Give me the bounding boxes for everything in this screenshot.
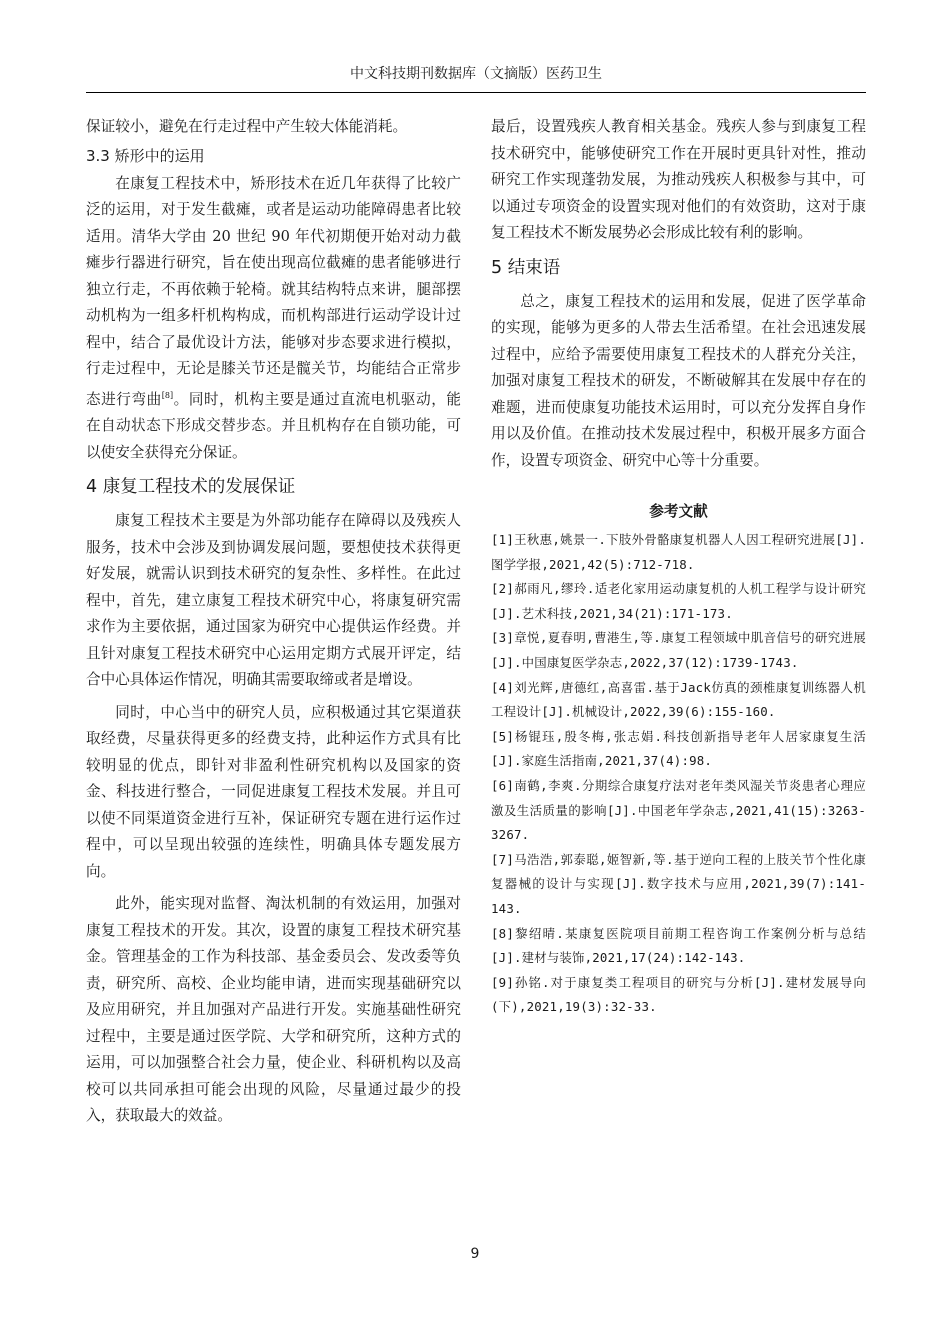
journal-header xyxy=(86,64,866,93)
section-heading-4: 4 康复工程技术的发展保证 xyxy=(86,477,296,497)
paragraph-orthotics-part2: 。同时，机构主要是通过直流电机驱动，能在自动状态下形成交替步态。并且机构存在自锁功能，可以使安全获得充分保证。 xyxy=(86,390,461,461)
right-column xyxy=(491,114,866,1020)
references-title: 参考文献 xyxy=(649,503,708,520)
paragraph-orthotics-part1: 在康复工程技术中，矫形技术在近几年获得了比较广泛的运用，对于发生截瘫，或者是运动功能障碍患者比较适用。清华大学由 20 世纪 90 年代初期便开始对动力截瘫步行器进行研究，旨在使出现高位截瘫的患者能够进行独立行走，不再依赖于轮椅。就其结构特点来讲，腿部摆动机构为一组多杆机构构成，而机构部进行运动学设计过程中，结合了最优设计方法，能够对步态要求进行模拟，行走过程中，无论是膝关节还是髋关节，均能结合正常步态进行弯曲 xyxy=(86,174,461,408)
reference-item: [8]黎绍晴.某康复医院项目前期工程咨询工作案例分析与总结[J].建材与装饰,2021,17(24):142-143. xyxy=(491,925,866,966)
section-heading-5: 5 结束语 xyxy=(491,257,561,278)
journal-title: 中文科技期刊数据库（文摘版）医药卫生 xyxy=(350,66,602,82)
reference-item: [1]王秋惠,姚景一.下肢外骨骼康复机器人人因工程研究进展[J].图学学报,2021,42(5):712-718. xyxy=(491,532,866,572)
left-column xyxy=(86,114,461,1130)
page-number: 9 xyxy=(470,1246,480,1262)
reference-item: [6]南鹤,李爽.分期综合康复疗法对老年类风湿关节炎患者心理应激及生活质量的影响[J].中国老年学杂志,2021,41(15):3263-3267. xyxy=(491,777,866,843)
paragraph-funding: 同时，中心当中的研究人员，应积极通过其它渠道获取经费，尽量获得更多的经费支持，此种运作方式具有比较明显的优点，即针对非盈利性研究机构以及国家的资金、科技进行整合，一同促进康复工程技术发展。并且可以使不同渠道资金进行互补，保证研究专题在进行运作过程中，可以呈现出较强的连续性，明确具体专题发展方向。 xyxy=(86,703,461,880)
subsection-heading-3-3: 3.3 矫形中的运用 xyxy=(86,146,205,165)
citation-marker: [8] xyxy=(161,390,174,400)
paragraph-orthotics xyxy=(86,171,461,467)
reference-list xyxy=(491,528,866,1020)
paragraph-continued: 保证较小，避免在行走过程中产生较大体能消耗。 xyxy=(86,118,408,135)
paragraph-disability-fund: 最后，设置残疾人教育相关基金。残疾人参与到康复工程技术研究中，能够使研究工作在开展时更具针对性，推动研究工作实现蓬勃发展，为推动残疾人积极参与其中，可以通过专项资金的设置实现对他们的有效资助，这对于康复工程技术不断发展势必会形成比较有利的影响。 xyxy=(491,118,866,241)
paragraph-supervision: 此外，能实现对监督、淘汰机制的有效运用，加强对康复工程技术的开发。其次，设置的康复工程技术研究基金。管理基金的工作为科技部、基金委员会、发改委等负责，研究所、高校、企业均能申请，进而实现基础研究以及应用研究，并且加强对产品进行开发。实施基础性研究过程中，主要是通过医学院、大学和研究所，这种方式的运用，可以加强整合社会力量，使企业、科研机构以及高校可以共同承担可能会出现的风险，尽量通过最少的投入，获取最大的效益。 xyxy=(86,895,461,1124)
reference-item: [3]章悦,夏春明,曹港生,等.康复工程领域中肌音信号的研究进展[J].中国康复医学杂志,2022,37(12):1739-1743. xyxy=(491,630,866,670)
reference-item: [4]刘光辉,唐德红,高喜雷.基于Jack仿真的颈椎康复训练器人机工程设计[J].机械设计,2022,39(6):155-160. xyxy=(491,679,866,720)
reference-item: [9]孙铭.对于康复类工程项目的研究与分析[J].建材发展导向(下),2021,19(3):32-33. xyxy=(491,974,866,1015)
paragraph-conclusion: 总之，康复工程技术的运用和发展，促进了医学革命的实现，能够为更多的人带去生活希望。在社会迅速发展过程中，应给予需要使用康复工程技术的人群充分关注，加强对康复工程技术的研发，不断破解其在发展中存在的难题，进而使康复功能技术运用时，可以充分发挥自身作用以及价值。在推动技术发展过程中，积极开展多方面合作，设置专项资金、研究中心等十分重要。 xyxy=(491,292,866,469)
reference-item: [2]郝雨凡,缪玲.适老化家用运动康复机的人机工程学与设计研究[J].艺术科技,2021,34(21):171-173. xyxy=(491,581,866,621)
reference-item: [5]杨锟珏,殷冬梅,张志娟.科技创新指导老年人居家康复生活[J].家庭生活指南,2021,37(4):98. xyxy=(491,728,866,769)
reference-item: [7]马浩浩,郭泰聪,姬智新,等.基于逆向工程的上肢关节个性化康复器械的设计与实现[J].数字技术与应用,2021,39(7):141-143. xyxy=(491,851,866,916)
paragraph-research-center: 康复工程技术主要是为外部功能存在障碍以及残疾人服务，技术中会涉及到协调发展问题，要想使技术获得更好发展，就需认识到技术研究的复杂性、多样性。在此过程中，首先，建立康复工程技术研究中心，将康复研究需求作为主要依据，通过国家为研究中心提供运作经费。并且针对康复工程技术研究中心运用定期方式展开评定，结合中心具体运作情况，明确其需要取缔或者是增设。 xyxy=(86,512,461,688)
